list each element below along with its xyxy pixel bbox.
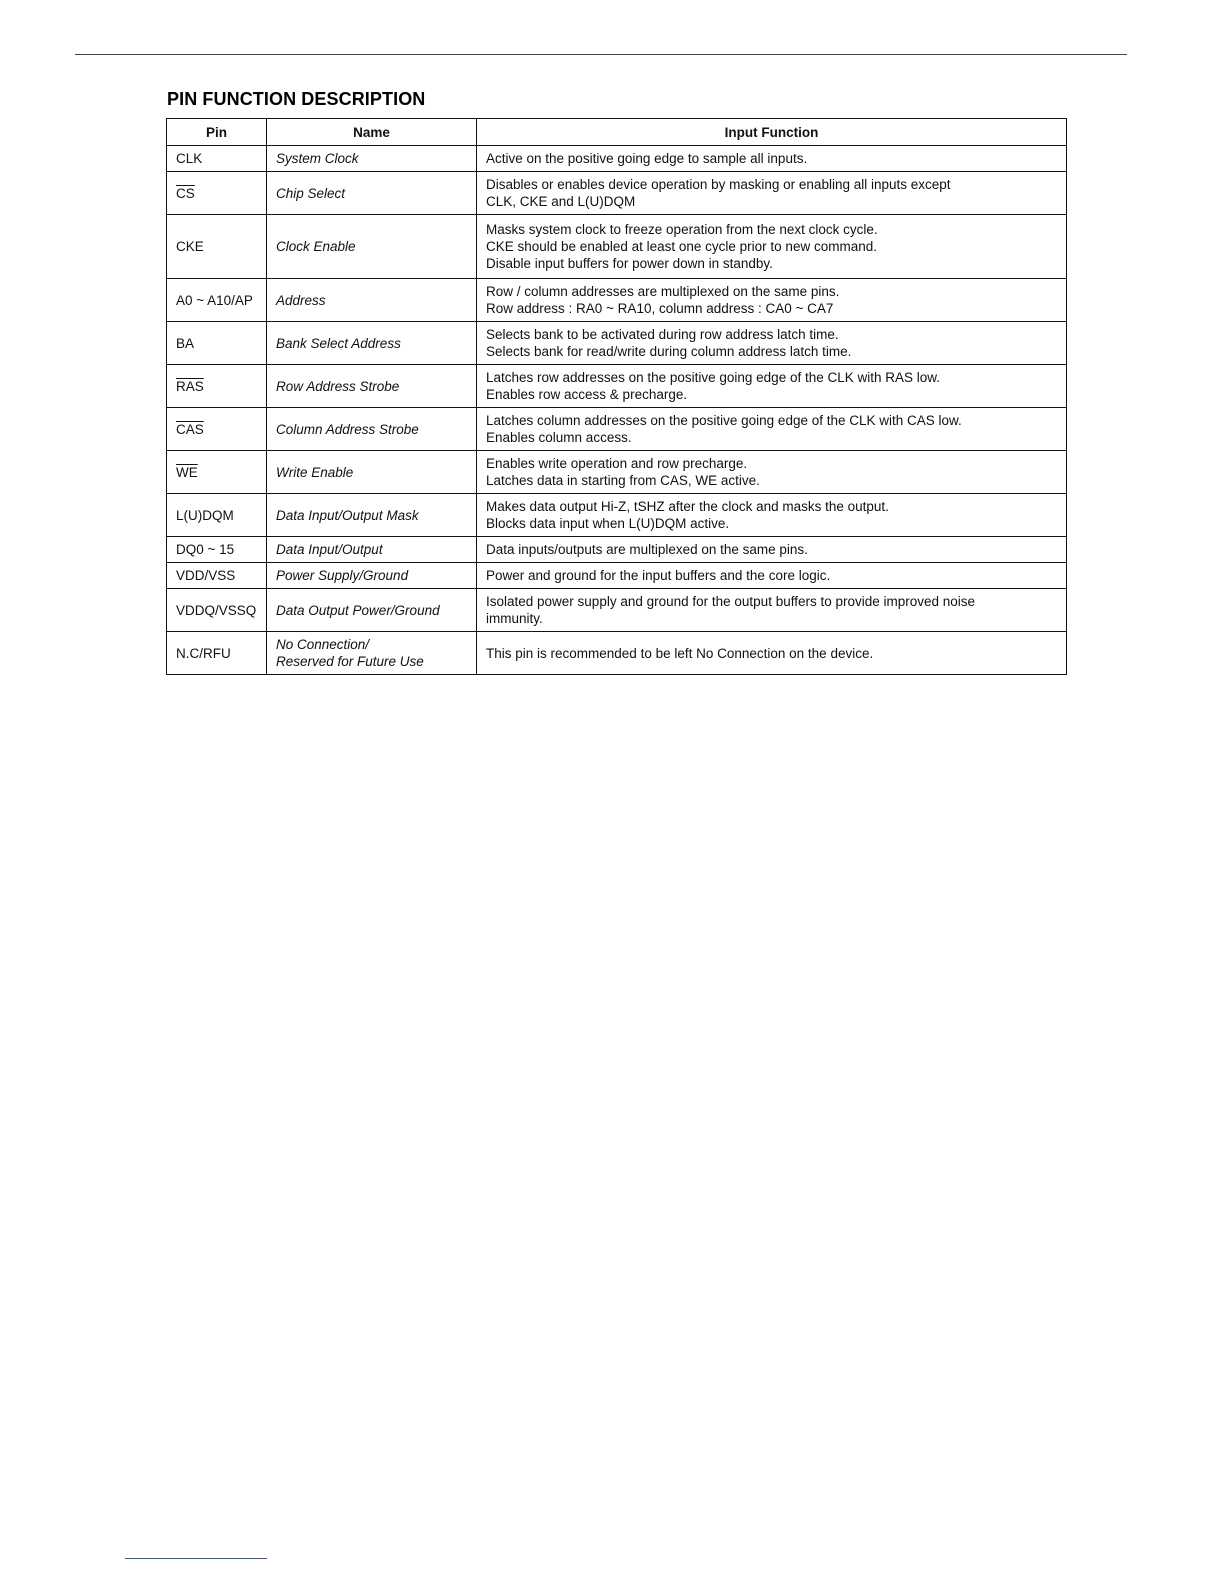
name-cell: Data Input/Output — [267, 537, 477, 563]
table-row — [167, 146, 1067, 172]
function-cell: Power and ground for the input buffers and the core logic. — [477, 563, 1067, 589]
table-header-row — [167, 119, 1067, 146]
pin-cell: VDD/VSS — [167, 563, 267, 589]
name-cell: Power Supply/Ground — [267, 563, 477, 589]
section-title: PIN FUNCTION DESCRIPTION — [167, 89, 426, 109]
function-cell: Disables or enables device operation by masking or enabling all inputs except CLK, CKE and L(U)DQM — [477, 172, 1067, 215]
name-cell: Chip Select — [267, 172, 477, 215]
pin-cell: CKE — [167, 215, 267, 279]
table-row — [167, 632, 1067, 675]
pin-cell — [167, 408, 267, 451]
pin-cell: L(U)DQM — [167, 494, 267, 537]
name-cell: Data Input/Output Mask — [267, 494, 477, 537]
pin-cell: N.C/RFU — [167, 632, 267, 675]
name-cell: Row Address Strobe — [267, 365, 477, 408]
table-row — [167, 365, 1067, 408]
pin-cell: CLK — [167, 146, 267, 172]
pin-cell — [167, 365, 267, 408]
pin-label-active-low: $\overline{CS}$ — [176, 185, 195, 201]
pin-cell — [167, 451, 267, 494]
function-cell: Data inputs/outputs are multiplexed on the same pins. — [477, 537, 1067, 563]
function-cell: Latches column addresses on the positive going edge of the CLK with CAS low. Enables column access. — [477, 408, 1067, 451]
table-row — [167, 172, 1067, 215]
pin-cell: A0 ~ A10/AP — [167, 279, 267, 322]
table-row — [167, 279, 1067, 322]
name-cell: System Clock — [267, 146, 477, 172]
table-row — [167, 537, 1067, 563]
pin-label-active-low: $\overline{RAS}$ — [176, 378, 204, 394]
name-cell: Clock Enable — [267, 215, 477, 279]
pin-cell — [167, 172, 267, 215]
function-cell: Masks system clock to freeze operation from the next clock cycle. CKE should be enabled at least one cycle prior to new command. Disable input buffers for power down in standby. — [477, 215, 1067, 279]
pin-cell: DQ0 ~ 15 — [167, 537, 267, 563]
name-cell: Address — [267, 279, 477, 322]
header-rule — [75, 54, 1127, 55]
table-row — [167, 451, 1067, 494]
pin-cell: BA — [167, 322, 267, 365]
function-cell: Isolated power supply and ground for the output buffers to provide improved noise immunity. — [477, 589, 1067, 632]
function-cell: Row / column addresses are multiplexed on the same pins. Row address : RA0 ~ RA10, column address : CA0 ~ CA7 — [477, 279, 1067, 322]
name-cell: Data Output Power/Ground — [267, 589, 477, 632]
name-cell: Write Enable — [267, 451, 477, 494]
function-cell: This pin is recommended to be left No Connection on the device. — [477, 632, 1067, 675]
function-cell: Latches row addresses on the positive going edge of the CLK with RAS low. Enables row access & precharge. — [477, 365, 1067, 408]
table-row — [167, 322, 1067, 365]
pin-label-active-low: $\overline{WE}$ — [176, 464, 198, 480]
header-pin: Pin — [167, 119, 267, 146]
name-cell: Bank Select Address — [267, 322, 477, 365]
function-cell: Selects bank to be activated during row address latch time. Selects bank for read/write during column address latch time. — [477, 322, 1067, 365]
name-cell: No Connection/ Reserved for Future Use — [267, 632, 477, 675]
function-cell: Enables write operation and row precharge. Latches data in starting from CAS, WE active. — [477, 451, 1067, 494]
header-input-function: Input Function — [477, 119, 1067, 146]
name-cell: Column Address Strobe — [267, 408, 477, 451]
table-row — [167, 589, 1067, 632]
table-row — [167, 215, 1067, 279]
table-row — [167, 494, 1067, 537]
table-row — [167, 563, 1067, 589]
pin-cell: VDDQ/VSSQ — [167, 589, 267, 632]
pin-label-active-low: $\overline{CAS}$ — [176, 421, 204, 437]
header-name: Name — [267, 119, 477, 146]
pin-function-table — [166, 118, 1067, 675]
table-row — [167, 408, 1067, 451]
function-cell: Active on the positive going edge to sample all inputs. — [477, 146, 1067, 172]
footer-rule — [125, 1558, 267, 1559]
function-cell: Makes data output Hi-Z, tSHZ after the clock and masks the output. Blocks data input when L(U)DQM active. — [477, 494, 1067, 537]
